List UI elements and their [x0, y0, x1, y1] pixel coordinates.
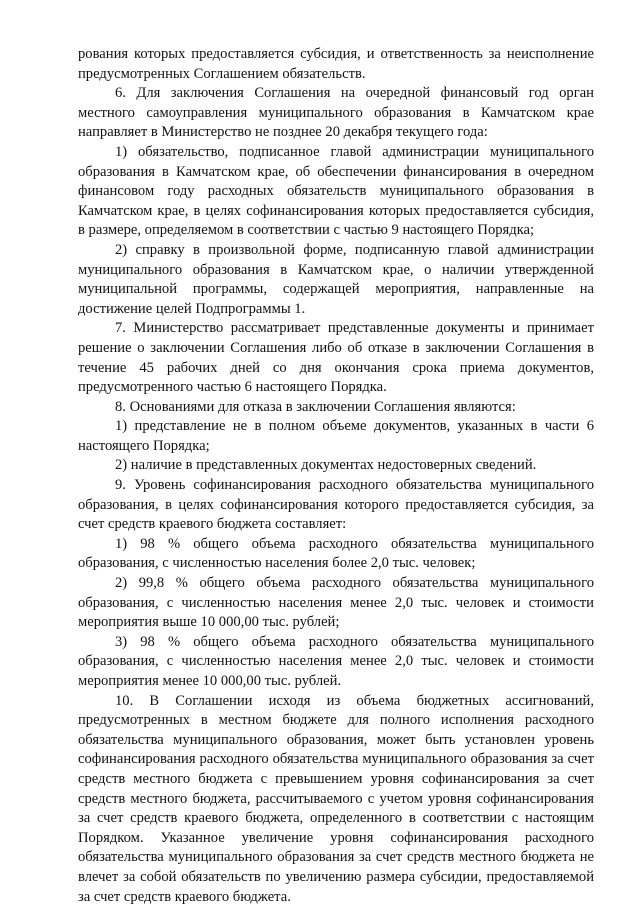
- paragraph-8: 8. Основаниями для отказа в заключении Соглашения являются:: [115, 398, 516, 415]
- paragraph-10: 10. В Соглашении исходя из объема бюджетных ассигнований, предусмотренных в местном бюджете для полного исполнения расходного обязательства муниципального образования, может быть установлен уровень софинансирования расходного обязательства муниципального образования за счет средств местного бюджета с превышением уровня софинансирования за счет средств местного бюджета, рассчитываемого с учетом уровня софинансирования за счет средств краевого бюджета, определенного в соответствии с настоящим Порядком. Указанное увеличение уровня софинансирования расходного обязательства муниципального образования за счет средств местного бюджета не влечет за собой обязательств по увеличению размера субсидии, предоставляемой за счет средств краевого бюджета.: [78, 692, 594, 905]
- paragraph-9-item-1: 1) 98 % общего объема расходного обязательства муниципального образования, с численностью населения более 2,0 тыс. человек;: [78, 535, 594, 572]
- paragraph-9: 9. Уровень софинансирования расходного обязательства муниципального образования, в целях софинансирования которого предоставляется субсидия, за счет средств краевого бюджета составляет:: [78, 477, 594, 533]
- paragraph-7: 7. Министерство рассматривает представленные документы и принимает решение о заключении Соглашения либо об отказе в заключении Соглашения в течение 45 рабочих дней со дня окончания срока приема документов, предусмотренного частью 6 настоящего Порядка.: [78, 320, 594, 396]
- paragraph-6-item-1: 1) обязательство, подписанное главой администрации муниципального образования в Камчатском крае, об обеспечении финансирования в очередном финансовом году расходных обязательств муниципального образования в Камчатском крае, в целях софинансирования которых предоставляется субсидия, в размере, определяемом в соответствии с частью 9 настоящего Порядка;: [78, 143, 594, 239]
- paragraph-8-item-2: 2) наличие в представленных документах недостоверных сведений.: [115, 457, 537, 474]
- paragraph-9-item-2: 2) 99,8 % общего объема расходного обязательства муниципального образования, с численностью населения менее 2,0 тыс. человек и стоимости мероприятия выше 10 000,00 тыс. рублей;: [78, 575, 594, 631]
- paragraph-6: 6. Для заключения Соглашения на очередной финансовый год орган местного самоуправления муниципального образования в Камчатском крае направляет в Министерство не позднее 20 декабря текущего года:: [78, 85, 594, 141]
- paragraph-continuation: рования которых предоставляется субсидия, и ответственность за неисполнение предусмотренных Соглашением обязательств.: [78, 46, 594, 82]
- paragraph-9-item-3: 3) 98 % общего объема расходного обязательства муниципального образования, с численностью населения менее 2,0 тыс. человек и стоимости мероприятия менее 10 000,00 тыс. рублей.: [78, 633, 594, 689]
- paragraph-6-item-2: 2) справку в произвольной форме, подписанную главой администрации муниципального образования в Камчатском крае, о наличии утвержденной муниципальной программы, содержащей мероприятия, направленные на достижение целей Подпрограммы 1.: [78, 241, 594, 317]
- paragraph-8-item-1: 1) представление не в полном объеме документов, указанных в части 6 настоящего Порядка;: [78, 418, 594, 454]
- document-page: [78, 45, 594, 907]
